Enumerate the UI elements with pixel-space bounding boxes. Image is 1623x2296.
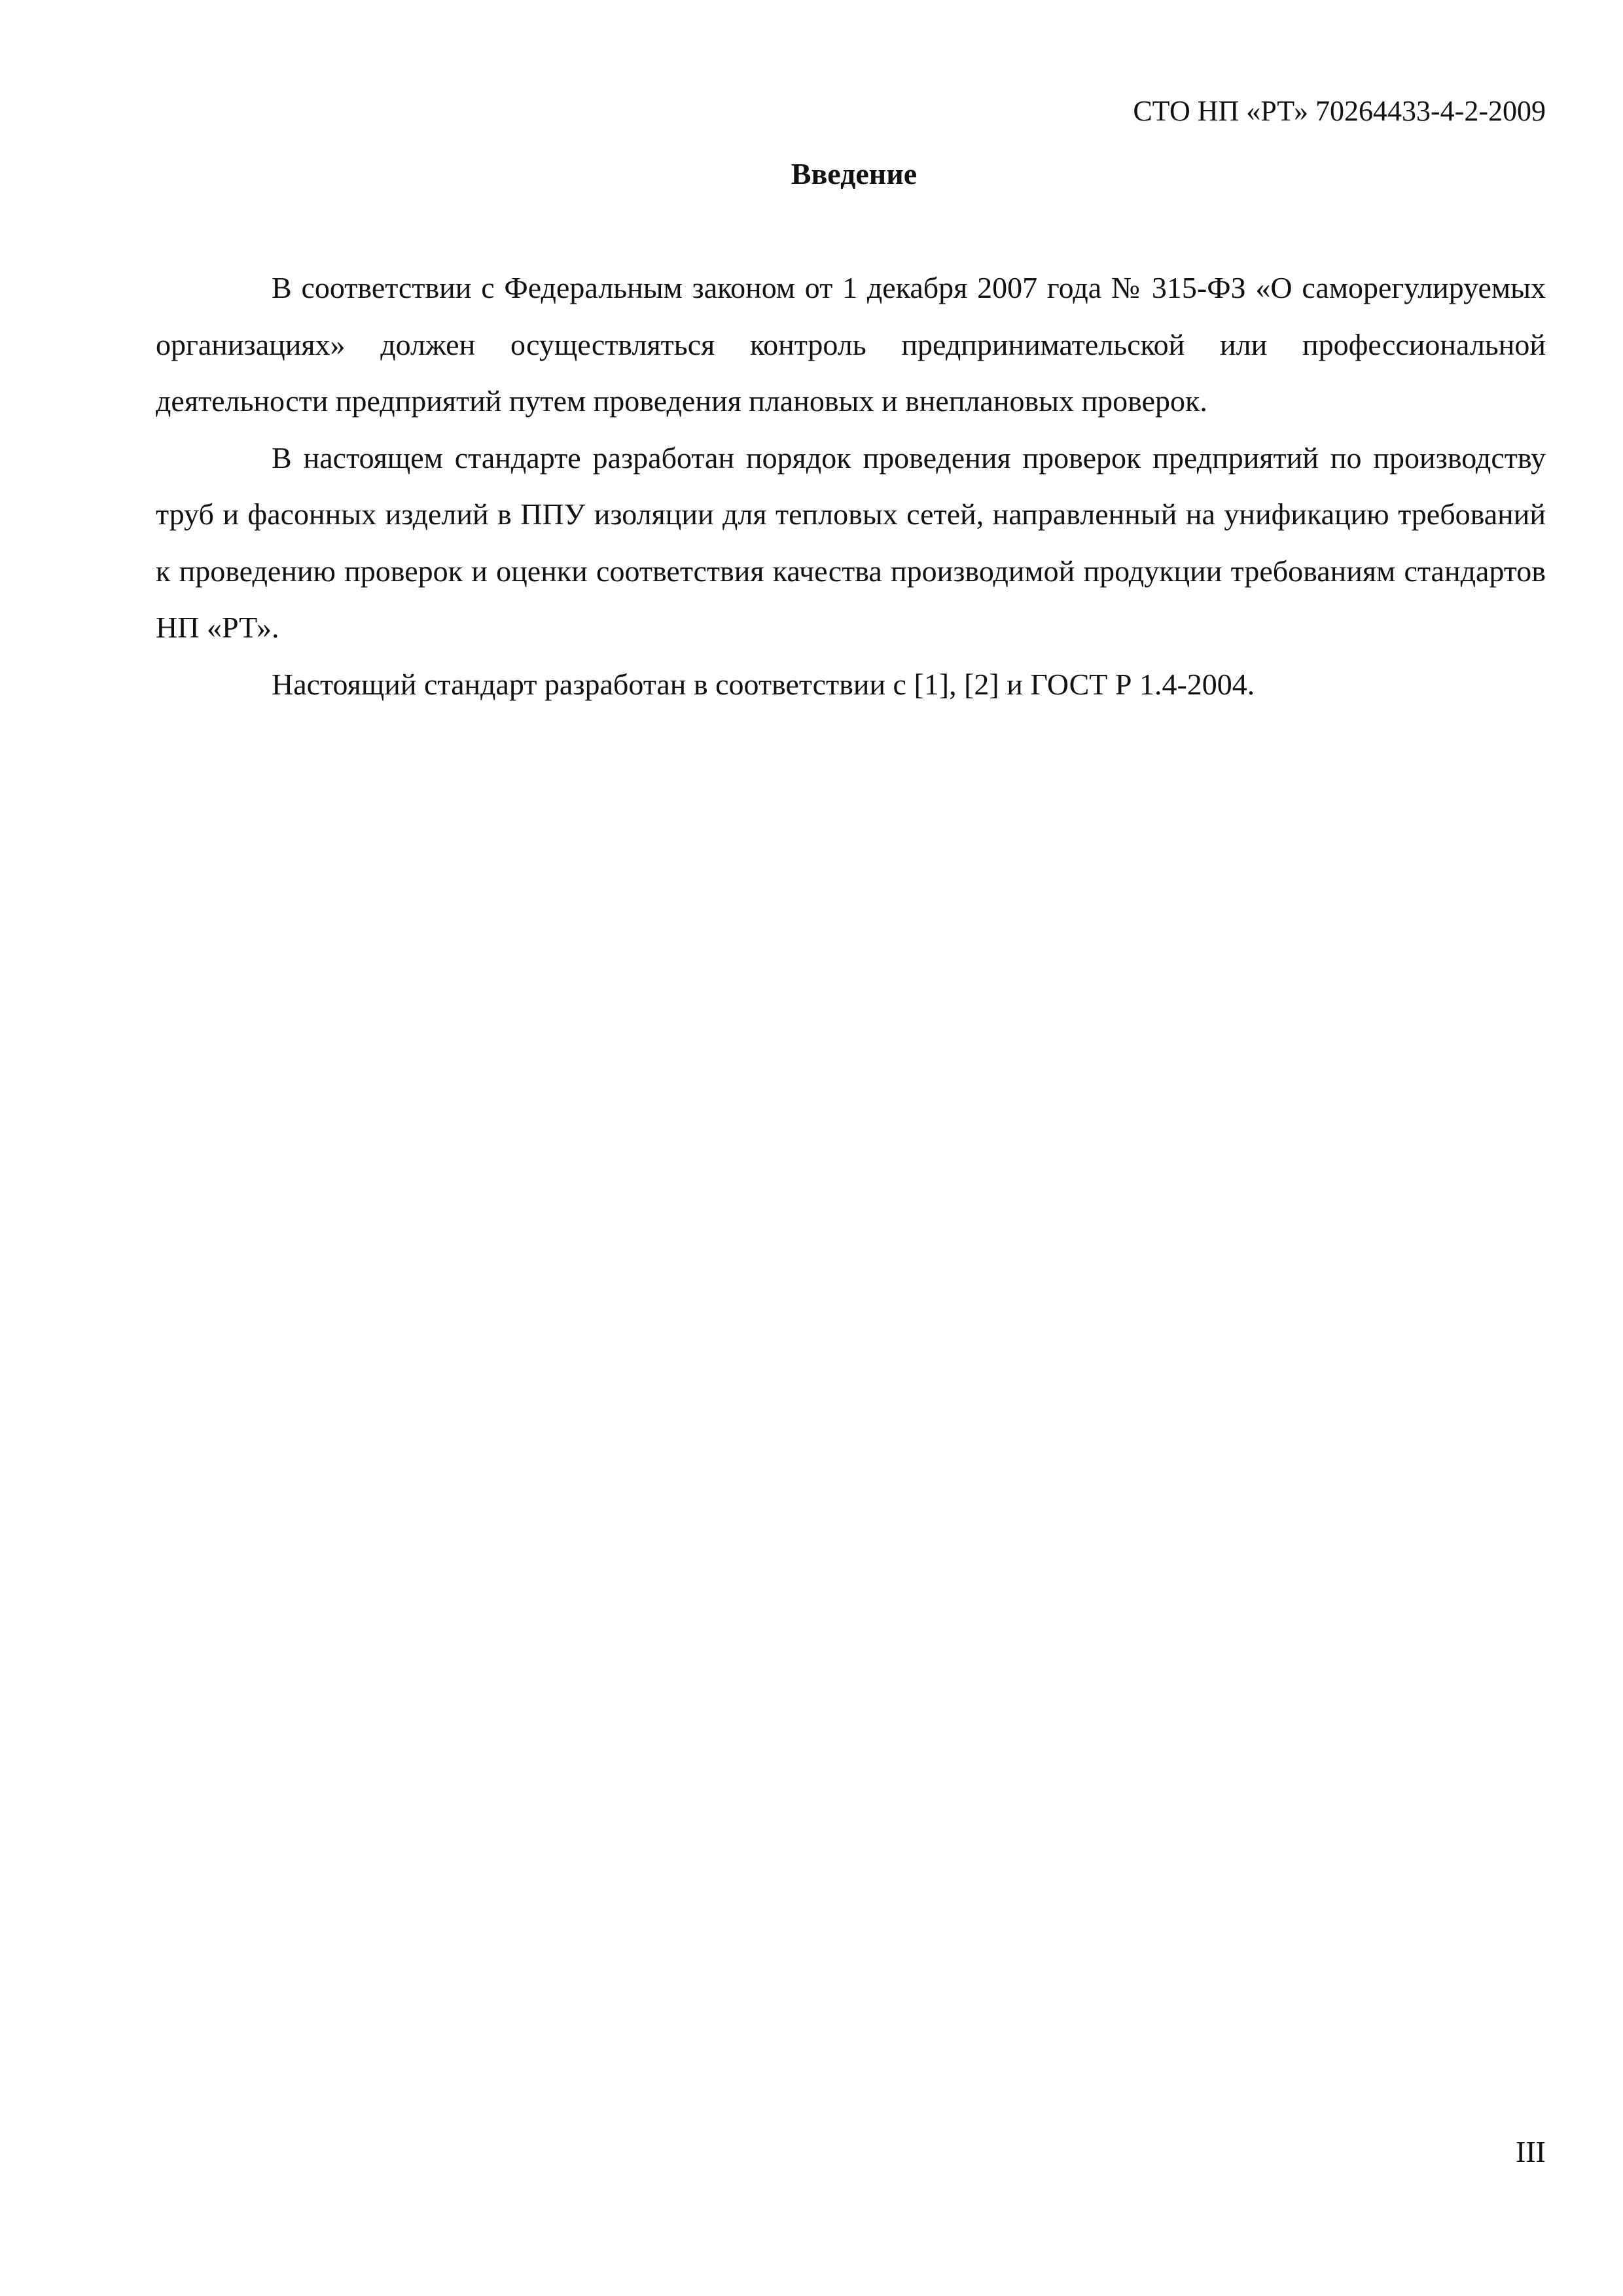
paragraph: Настоящий стандарт разработан в соответствии с [1], [2] и ГОСТ Р 1.4-2004.: [272, 667, 1255, 701]
paragraph: В соответствии с Федеральным законом от 1 декабря 2007 года № 315-ФЗ «О саморегулируемых организациях» должен осуществляться контроль предпринимательской или профессиональной деятельности предприятий путем проведения плановых и внеплановых проверок.: [156, 271, 1546, 418]
document-code: СТО НП «РТ» 70264433-4-2-2009: [1133, 95, 1546, 127]
paragraph: В настоящем стандарте разработан порядок проведения проверок предприятий по производству труб и фасонных изделий в ППУ изоляции для тепловых сетей, направленный на унификацию требований к проведению проверок и оценки соответствия качества производимой продукции требованиям стандартов НП «РТ».: [156, 440, 1546, 644]
page-number: III: [1516, 2135, 1546, 2168]
section-body: [156, 260, 1546, 713]
section-title: Введение: [791, 157, 918, 190]
